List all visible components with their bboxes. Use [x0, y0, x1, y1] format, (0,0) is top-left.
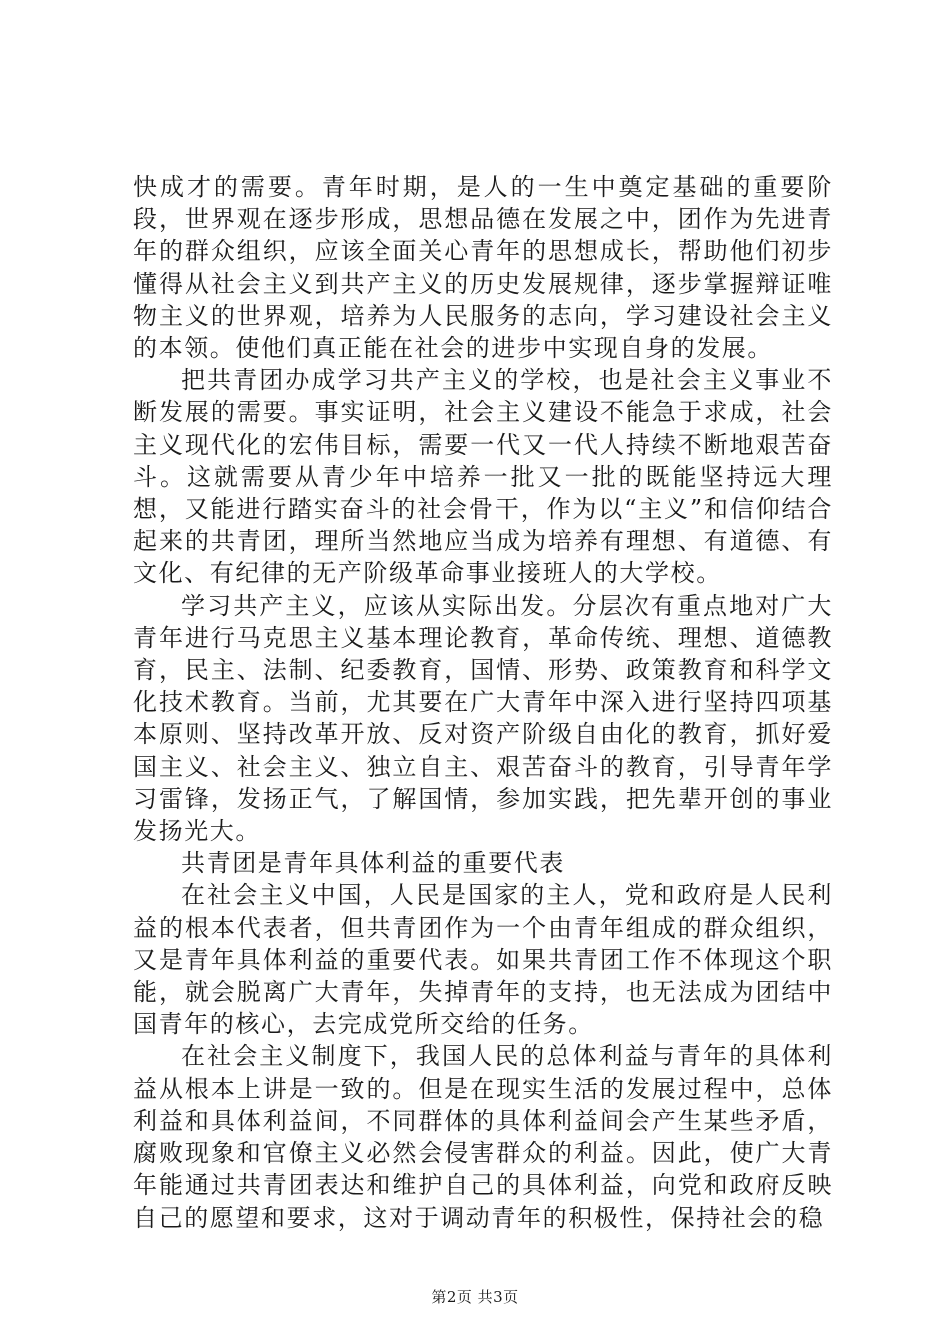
- paragraph-4: 在社会主义中国，人民是国家的主人，党和政府是人民利益的根本代表者，但共青团作为一个由青年组成的群众组织，又是青年具体利益的重要代表。如果共青团工作不体现这个职能，就会脱离广大青年，失掉青年的支持，也无法成为团结中国青年的核心，去完成党所交给的任务。: [133, 881, 833, 1039]
- paragraph-3: 学习共产主义，应该从实际出发。分层次有重点地对广大青年进行马克思主义基本理论教育，革命传统、理想、道德教育，民主、法制、纪委教育，国情、形势、政策教育和科学文化技术教育。当前，尤其要在广大青年中深入进行坚持四项基本原则、坚持改革开放、反对资产阶级自由化的教育，抓好爱国主义、社会主义、独立自主、艰苦奋斗的教育，引导青年学习雷锋，发扬正气，了解国情，参加实践，把先辈开创的事业发扬光大。: [133, 591, 833, 846]
- paragraph-1: 快成才的需要。青年时期，是人的一生中奠定基础的重要阶段，世界观在逐步形成，思想品德在发展之中，团作为先进青年的群众组织，应该全面关心青年的思想成长，帮助他们初步懂得从社会主义到共产主义的历史发展规律，逐步掌握辩证唯物主义的世界观，培养为人民服务的志向，学习建设社会主义的本领。使他们真正能在社会的进步中实现自身的发展。: [133, 173, 833, 363]
- paragraph-5: 在社会主义制度下，我国人民的总体利益与青年的具体利益从根本上讲是一致的。但是在现实生活的发展过程中，总体利益和具体利益间，不同群体的具体利益间会产生某些矛盾，腐败现象和官僚主义必然会侵害群众的利益。因此，使广大青年能通过共青团表达和维护自己的具体利益，向党和政府反映自己的愿望和要求，这对于调动青年的积极性，保持社会的稳: [133, 1042, 833, 1232]
- paragraph-2: 把共青团办成学习共产主义的学校，也是社会主义事业不断发展的需要。事实证明，社会主义建设不能急于求成，社会主义现代化的宏伟目标，需要一代又一代人持续不断地艰苦奋斗。这就需要从青少年中培养一批又一批的既能坚持远大理想，又能进行踏实奋斗的社会骨干，作为以“主义”和信仰结合起来的共青团，理所当然地应当成为培养有理想、有道德、有文化、有纪律的无产阶级革命事业接班人的大学校。: [133, 366, 833, 588]
- page-footer: 第2页 共3页: [431, 1288, 519, 1306]
- body-text: [133, 171, 833, 1234]
- section-heading: 共青团是青年具体利益的重要代表: [181, 849, 565, 878]
